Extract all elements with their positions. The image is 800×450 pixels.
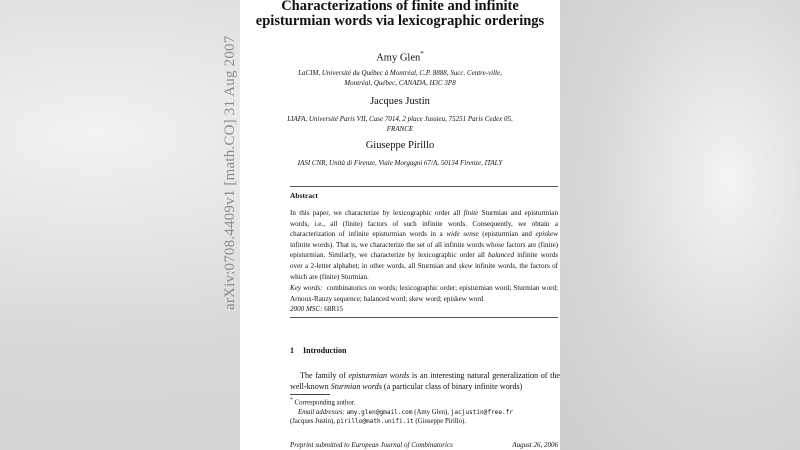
msc-code: 68R15 bbox=[324, 305, 344, 314]
abstract-heading: Abstract bbox=[290, 191, 318, 200]
section-heading: 1 Introduction bbox=[290, 346, 347, 355]
footer-left: Preprint submitted to European Journal of Combinatorics bbox=[290, 441, 453, 449]
email-link[interactable]: pirillo@math.unifi.it bbox=[336, 418, 414, 426]
page-footer bbox=[290, 441, 558, 449]
affiliation-line: IASI CNR, Unità di Firenze, Viale Morgagni 67/A, 50134 Firenze, ITALY bbox=[297, 159, 503, 167]
footnote-rule bbox=[290, 394, 330, 395]
author-1 bbox=[258, 50, 542, 64]
abstract-body: In this paper, we characterize by lexicographic order all finite Sturmian and episturmian words, i.e., all (finite) factors of such infinite words. Consequently, we obtain a characterization of infinite episturmian words in a wide sense (episturmian and episkew infinite words). That is, we characterize the set of all infinite words whose factors are (finite) episturmian. Similarly, we characterize by lexicographic order all balanced infinite words over a 2-letter alphabet; in other words, all Sturmian and skew infinite words, the factors of which are (finite) Sturmian. bbox=[290, 209, 559, 281]
background-right bbox=[560, 0, 800, 450]
author-3: Giuseppe Pirillo bbox=[365, 140, 435, 151]
arxiv-id-text: arXiv:0708.4409v1 [math.CO] 31 Aug 2007 bbox=[222, 35, 238, 310]
footnote: * Corresponding author. Email addresses: amy.glen@gmail.com (Amy Glen), jacjustin@free.fr (Jacques Justin), pirillo@math.unifi.it (Giuseppe Pirillo). bbox=[290, 397, 514, 426]
msc-label: 2000 MSC: bbox=[290, 305, 323, 314]
introduction-text: The family of episturmian words is an interesting natural generalization of the well-known Sturmian words (a particular class of binary infinite words) bbox=[290, 371, 560, 391]
author-2: Jacques Justin bbox=[370, 96, 430, 107]
affiliation-3 bbox=[258, 158, 542, 168]
affiliation-line: FRANCE bbox=[386, 125, 414, 133]
email-link[interactable]: jacjustin@free.fr bbox=[450, 408, 514, 416]
arxiv-identifier bbox=[222, 35, 248, 310]
title-line-2: episturmian words via lexicographic orderings bbox=[255, 13, 545, 29]
affiliation-1 bbox=[258, 68, 542, 88]
email-link[interactable]: amy.glen@gmail.com bbox=[346, 408, 413, 416]
title-line-1: Characterizations of finite and infinite bbox=[281, 0, 519, 14]
keywords bbox=[290, 283, 558, 315]
paper-page bbox=[240, 0, 560, 450]
keywords-text: combinatorics on words; lexicographic order; episturmian word; Sturmian word; Arnoux-Rauzy sequence; balanced word; skew word; episkew word bbox=[290, 284, 559, 303]
affiliation-line: Montréal, Québec, CANADA, H3C 3P8 bbox=[344, 79, 456, 87]
author-name: Amy Glen bbox=[376, 52, 421, 64]
author-marker: * bbox=[420, 50, 424, 58]
keywords-label: Key words: bbox=[290, 284, 323, 292]
affiliation-line: LIAFA, Université Paris VII, Case 7014, 2 place Jussieu, 75251 Paris Cedex 05, bbox=[287, 115, 513, 123]
abstract-bottom-rule bbox=[290, 317, 558, 318]
abstract-top-rule bbox=[290, 186, 558, 187]
affiliation-2 bbox=[258, 114, 542, 134]
affiliation-line: LaCIM, Université du Québec à Montréal, C.P. 8888, Succ. Centre-ville, bbox=[298, 69, 502, 77]
footer-date: August 26, 2006 bbox=[512, 441, 558, 449]
